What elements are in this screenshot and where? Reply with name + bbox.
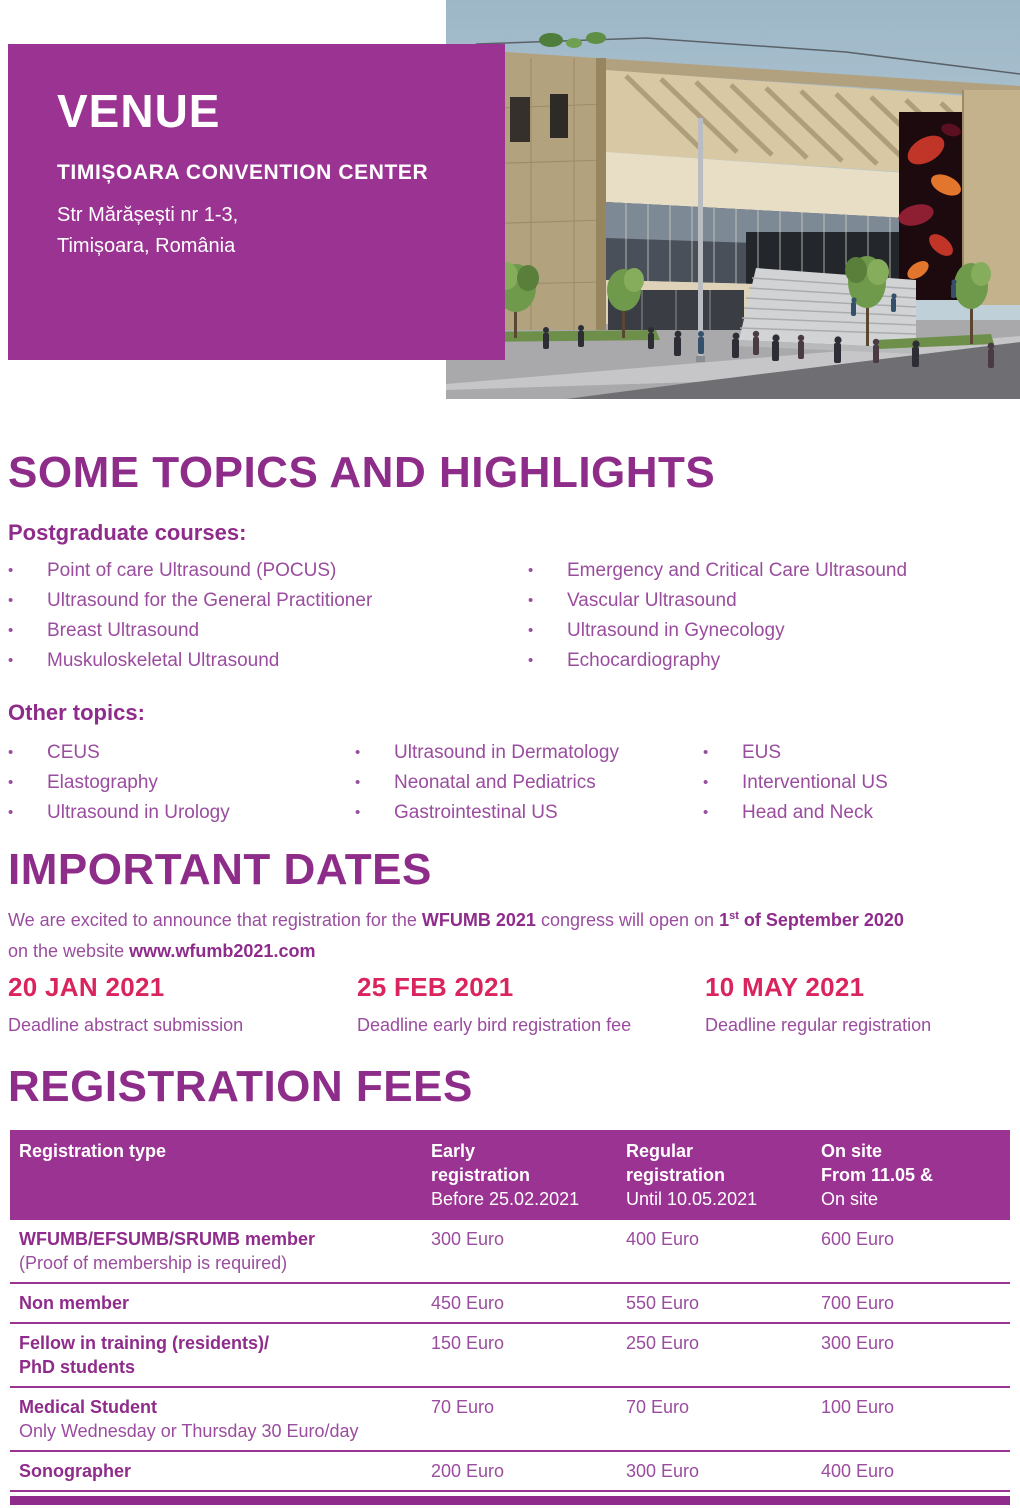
other-topics-col2 bbox=[355, 738, 700, 828]
bullet-icon: • bbox=[528, 592, 534, 609]
venue-address-line1: Str Mărășești nr 1-3, bbox=[57, 204, 239, 226]
list-item-label: CEUS bbox=[47, 742, 100, 763]
registration-fees-table bbox=[10, 1130, 1010, 1505]
list-item bbox=[355, 738, 700, 768]
venue-photo-illustration bbox=[446, 0, 1020, 399]
table-row bbox=[10, 1452, 1010, 1492]
fee-row-label: Medical Student Only Wednesday or Thursday 30 Euro/day bbox=[19, 1397, 359, 1441]
deadline-label: Deadline early bird registration fee bbox=[357, 1015, 632, 1035]
table-row bbox=[10, 1220, 1010, 1284]
fee-regular: 250 Euro bbox=[626, 1333, 700, 1353]
intro-text: We are excited to announce that registration for the bbox=[8, 910, 422, 930]
fee-onsite: 700 Euro bbox=[821, 1293, 895, 1313]
fee-regular: 300 Euro bbox=[626, 1461, 700, 1481]
venue-address bbox=[57, 200, 475, 262]
bullet-icon: • bbox=[528, 652, 534, 669]
list-item bbox=[8, 798, 348, 828]
list-item-label: Gastrointestinal US bbox=[394, 802, 558, 823]
open-date: 1st of September 2020 bbox=[719, 910, 904, 930]
ordinal-suffix: st bbox=[729, 910, 739, 922]
table-header-row bbox=[10, 1130, 1010, 1220]
table-row bbox=[10, 1284, 1010, 1324]
fee-early: 70 Euro bbox=[431, 1397, 495, 1417]
list-item bbox=[8, 586, 513, 616]
column-header-on-site: On site From 11.05 & On site bbox=[821, 1141, 934, 1209]
list-item-label: Ultrasound in Urology bbox=[47, 802, 230, 823]
fee-regular: 70 Euro bbox=[626, 1397, 690, 1417]
venue-title: VENUE bbox=[57, 85, 221, 137]
bullet-icon: • bbox=[355, 774, 361, 791]
column-header-regular-registration: Regular registration Until 10.05.2021 bbox=[626, 1141, 758, 1209]
venue-address-line2: Timișoara, România bbox=[57, 235, 236, 257]
list-item bbox=[703, 798, 1013, 828]
list-item-label: Muskuloskeletal Ultrasound bbox=[47, 650, 280, 671]
important-dates-heading: IMPORTANT DATES bbox=[8, 845, 432, 894]
bullet-icon: • bbox=[8, 622, 14, 639]
registration-intro-paragraph bbox=[8, 905, 1016, 967]
list-item-label: Vascular Ultrasound bbox=[567, 590, 737, 611]
fee-regular: 400 Euro bbox=[626, 1229, 700, 1249]
fee-row-label: Fellow in training (residents)/ PhD students bbox=[19, 1333, 270, 1377]
postgraduate-courses-label: Postgraduate courses: bbox=[8, 520, 247, 545]
bullet-icon: • bbox=[528, 562, 534, 579]
list-item bbox=[528, 586, 1020, 616]
list-item-label: Ultrasound in Gynecology bbox=[567, 620, 785, 641]
venue-subtitle: TIMIȘOARA CONVENTION CENTER bbox=[57, 161, 429, 184]
bullet-icon: • bbox=[703, 744, 709, 761]
venue-photo bbox=[446, 0, 1020, 399]
deadline-date: 25 FEB 2021 bbox=[357, 972, 514, 1002]
congress-name: WFUMB 2021 bbox=[421, 910, 536, 930]
postgraduate-list-col1 bbox=[8, 556, 513, 676]
deadline-label: Deadline abstract submission bbox=[8, 1015, 244, 1035]
other-topics-col1 bbox=[8, 738, 348, 828]
bullet-icon: • bbox=[8, 774, 14, 791]
list-item bbox=[703, 768, 1013, 798]
other-topics-label: Other topics: bbox=[8, 700, 145, 725]
table-bottom-rule bbox=[10, 1496, 1010, 1505]
fee-onsite: 400 Euro bbox=[821, 1461, 895, 1481]
list-item bbox=[8, 768, 348, 798]
bullet-icon: • bbox=[703, 774, 709, 791]
bullet-icon: • bbox=[8, 562, 14, 579]
table-row bbox=[10, 1388, 1010, 1452]
list-item-label: Breast Ultrasound bbox=[47, 620, 200, 641]
column-header-early-registration: Early registration Before 25.02.2021 bbox=[431, 1141, 580, 1209]
postgraduate-list-col2 bbox=[528, 556, 1020, 676]
intro-text: congress will open on bbox=[535, 910, 720, 930]
fee-early: 200 Euro bbox=[431, 1461, 505, 1481]
list-item bbox=[703, 738, 1013, 768]
list-item bbox=[528, 616, 1020, 646]
list-item-label: Head and Neck bbox=[742, 802, 873, 823]
fee-early: 450 Euro bbox=[431, 1293, 505, 1313]
table-row bbox=[10, 1324, 1010, 1388]
deadline-label: Deadline regular registration bbox=[705, 1015, 932, 1035]
deadline-early-bird bbox=[357, 972, 631, 1036]
website-link[interactable]: www.wfumb2021.com bbox=[129, 941, 316, 961]
bullet-icon: • bbox=[355, 804, 361, 821]
fee-onsite: 300 Euro bbox=[821, 1333, 895, 1353]
bullet-icon: • bbox=[8, 744, 14, 761]
fee-onsite: 100 Euro bbox=[821, 1397, 895, 1417]
fee-onsite: 600 Euro bbox=[821, 1229, 895, 1249]
fee-row-label: Non member bbox=[19, 1293, 130, 1313]
list-item-label: Echocardiography bbox=[567, 650, 721, 671]
list-item-label: Interventional US bbox=[742, 772, 888, 793]
bullet-icon: • bbox=[355, 744, 361, 761]
registration-fees-heading: REGISTRATION FEES bbox=[8, 1062, 473, 1111]
list-item bbox=[8, 738, 348, 768]
list-item bbox=[8, 646, 513, 676]
bullet-icon: • bbox=[8, 652, 14, 669]
topics-heading: SOME TOPICS AND HIGHLIGHTS bbox=[8, 448, 716, 497]
bullet-icon: • bbox=[703, 804, 709, 821]
fee-row-label: WFUMB/EFSUMB/SRUMB member (Proof of membership is required) bbox=[19, 1229, 316, 1273]
list-item bbox=[8, 556, 513, 586]
intro-text: on the website bbox=[8, 941, 130, 961]
list-item-label: Point of care Ultrasound (POCUS) bbox=[47, 560, 337, 581]
fee-early: 150 Euro bbox=[431, 1333, 505, 1353]
fee-row-label: Sonographer bbox=[19, 1461, 132, 1481]
list-item bbox=[8, 616, 513, 646]
bullet-icon: • bbox=[8, 592, 14, 609]
other-topics-col3 bbox=[703, 738, 1013, 828]
venue-card bbox=[8, 44, 505, 360]
bullet-icon: • bbox=[528, 622, 534, 639]
list-item bbox=[355, 768, 700, 798]
fee-regular: 550 Euro bbox=[626, 1293, 700, 1313]
bullet-icon: • bbox=[8, 804, 14, 821]
deadline-date: 10 MAY 2021 bbox=[705, 972, 865, 1002]
list-item bbox=[528, 556, 1020, 586]
deadline-date: 20 JAN 2021 bbox=[8, 972, 165, 1002]
deadline-abstract bbox=[8, 972, 243, 1036]
list-item-label: Ultrasound in Dermatology bbox=[394, 742, 619, 763]
list-item-label: Elastography bbox=[47, 772, 158, 793]
list-item-label: Ultrasound for the General Practitioner bbox=[47, 590, 373, 611]
list-item-label: Neonatal and Pediatrics bbox=[394, 772, 596, 793]
fee-early: 300 Euro bbox=[431, 1229, 505, 1249]
column-header-registration-type: Registration type bbox=[19, 1141, 167, 1161]
list-item bbox=[528, 646, 1020, 676]
list-item-label: Emergency and Critical Care Ultrasound bbox=[567, 560, 908, 581]
list-item bbox=[355, 798, 700, 828]
list-item-label: EUS bbox=[742, 742, 782, 763]
deadline-regular bbox=[705, 972, 931, 1036]
